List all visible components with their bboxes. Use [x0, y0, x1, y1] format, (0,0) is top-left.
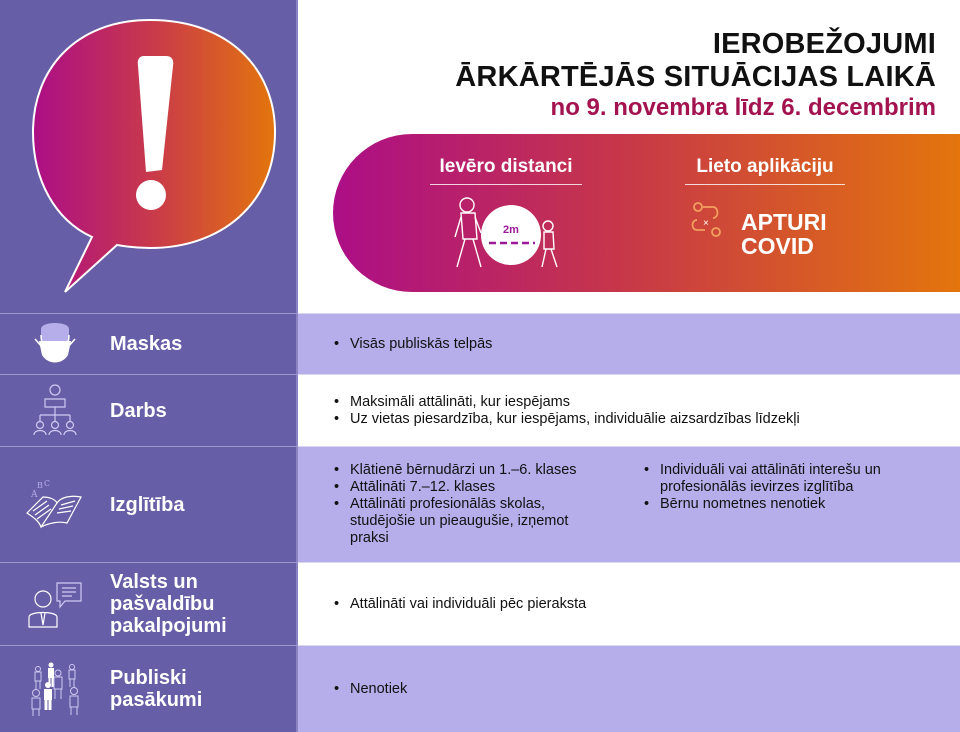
mask-icon [32, 319, 78, 369]
distance-title: Ievēro distanci [430, 156, 582, 185]
page-header [455, 28, 936, 122]
row-title-masks: Maskas [110, 333, 183, 355]
exclamation-speech-bubble-icon [0, 0, 298, 313]
row-content-masks [298, 313, 960, 374]
bullet: • Bērnu nometnes nenotiek [644, 496, 924, 513]
row-public-events [0, 645, 960, 732]
row-education [0, 446, 960, 562]
recommendations-banner [333, 134, 960, 292]
row-title-public-events: Publiski pasākumi [110, 667, 203, 711]
title-line-2: ĀRKĀRTĒJĀS SITUĀCIJAS LAIKĀ [455, 61, 936, 93]
bullet: • Nenotiek [334, 681, 407, 698]
apturi-covid-logo-icon [691, 202, 743, 244]
row-masks [0, 313, 960, 374]
svg-text:C: C [44, 478, 51, 488]
row-content-education [298, 446, 960, 562]
app-section [685, 156, 845, 185]
bullet: • Attālināti vai individuāli pēc pieraksta [334, 596, 586, 613]
apturi-covid-logo: APTURI COVID [741, 209, 827, 259]
bullet: • Individuāli vai attālināti interešu un profesionālās ievirzes izglītība [644, 462, 914, 496]
svg-text:B: B [37, 480, 43, 490]
app-title: Lieto aplikāciju [685, 156, 845, 185]
row-content-public-events [298, 645, 960, 732]
title-line-1: IEROBEŽOJUMI [712, 28, 936, 60]
book-icon [25, 479, 85, 531]
svg-text:×: × [703, 218, 709, 229]
org-chart-icon [32, 383, 78, 439]
bullet: • Uz vietas piesardzība, kur iespējams, individuālie aizsardzības līdzekļi [334, 411, 800, 428]
bullet: • Klātienē bērnudārzi un 1.–6. klases [334, 462, 610, 479]
crowd-icon [30, 661, 80, 717]
bullet: • Visās publiskās telpās [334, 336, 492, 353]
row-content-work [298, 374, 960, 446]
bullet: • Attālināti profesionālās skolas, studējošie un pieaugušie, izņemot praksi [334, 496, 574, 547]
svg-text:2m: 2m [503, 224, 519, 236]
row-title-public-services: Valsts un pašvaldību pakalpojumi [110, 571, 227, 637]
row-content-public-services [298, 562, 960, 645]
row-work [0, 374, 960, 446]
walking-distance-icon [441, 193, 571, 275]
distance-section [430, 156, 582, 279]
row-public-services [0, 562, 960, 645]
row-title-work: Darbs [110, 399, 167, 422]
consultant-icon [27, 579, 83, 629]
row-title-education: Izglītība [110, 493, 185, 516]
bullet: • Attālināti 7.–12. klases [334, 479, 610, 496]
date-range-subtitle: no 9. novembra līdz 6. decembrim [550, 94, 936, 121]
svg-text:A: A [31, 489, 38, 500]
bullet: • Maksimāli attālināti, kur iespējams [334, 394, 800, 411]
